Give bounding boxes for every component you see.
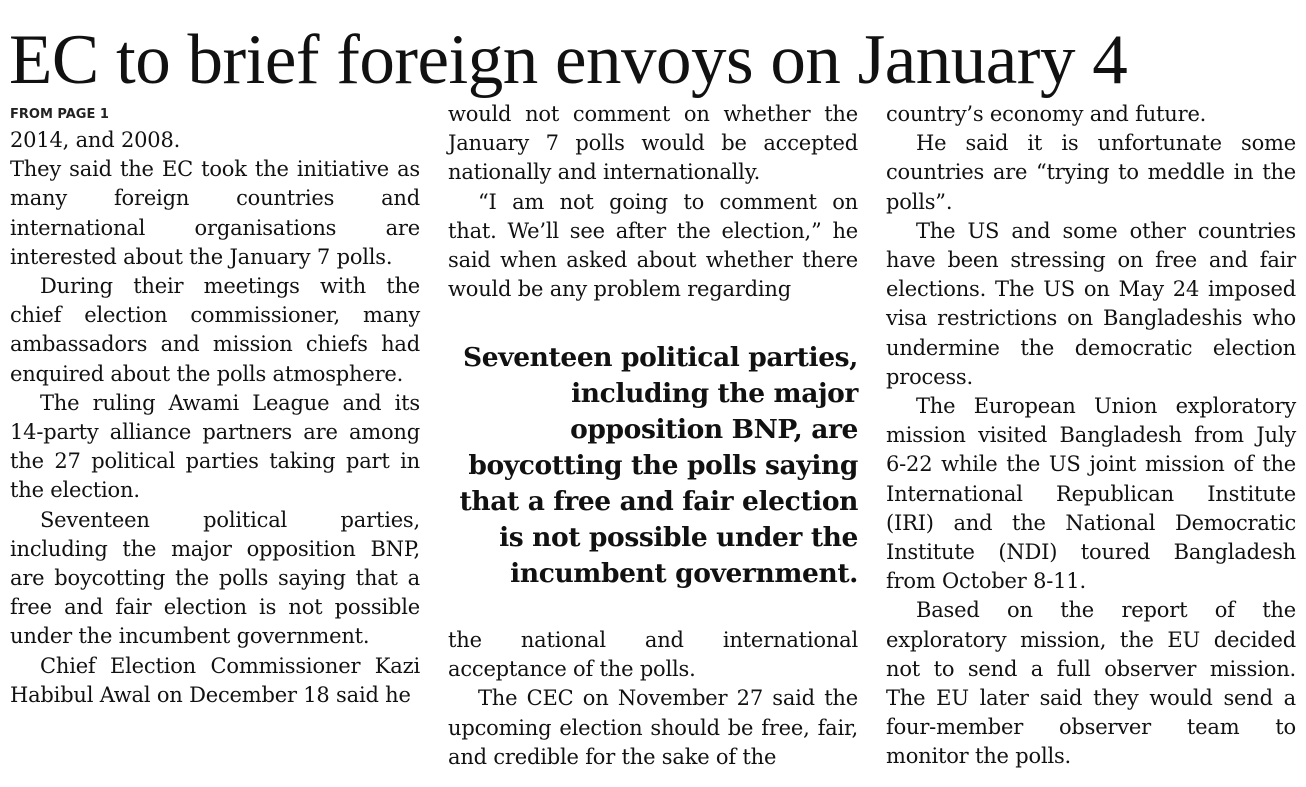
column-3-body [886, 100, 1296, 772]
article-column-2 [448, 100, 858, 304]
paragraph: 2014, and 2008. [10, 128, 181, 152]
paragraph: Seventeen political parties, including the major opposition BNP, are boycotting the polls saying that a free and fair election is not possible under the incumbent government. [10, 507, 420, 649]
column-1-body [10, 126, 420, 710]
continuation-kicker: FROM PAGE 1 [10, 107, 109, 122]
column-2-top-body [448, 100, 858, 304]
paragraph: Chief Election Commissioner Kazi Habibul Awal on December 18 said he [10, 653, 420, 707]
headline: EC to brief foreign envoys on January 4 [9, 21, 1128, 99]
paragraph: He said it is unfortunate some countries are “trying to meddle in the polls”. [886, 131, 1296, 214]
paragraph: country’s economy and future. [886, 102, 1207, 126]
article-column-2-continued [448, 626, 858, 772]
paragraph: The US and some other countries have been stressing on free and fair elections. The US on May 24 imposed visa restrictions on Bangladeshis who undermine the democratic election process. [886, 218, 1296, 389]
article-column-1 [10, 104, 420, 710]
column-2-bottom-body [448, 626, 858, 772]
paragraph: During their meetings with the chief election commissioner, many ambassadors and mission chiefs had enquired about the polls atmosphere. [10, 274, 420, 386]
paragraph: The ruling Awami League and its 14-party alliance partners are among the 27 political parties taking part in the election. [10, 390, 420, 503]
article-column-3 [886, 100, 1296, 772]
paragraph: The European Union exploratory mission visited Bangladesh from July 6-22 while the US joint mission of the International Republican Institute (IRI) and the National Democratic Institute (NDI) toured Bangladesh from October 8-11. [886, 394, 1296, 594]
pull-quote: Seventeen political parties, including the major opposition BNP, are boycotting the polls saying that a free and fair election is not possible under the incumbent government. [459, 342, 858, 589]
paragraph: Based on the report of the exploratory mission, the EU decided not to send a full observer mission. The EU later said they would send a four-member observer team to monitor the polls. [886, 598, 1296, 769]
paragraph: They said the EC took the initiative as many foreign countries and international organisations are interested about the January 7 polls. [10, 157, 420, 269]
paragraph: The CEC on November 27 said the upcoming election should be free, fair, and credible for the sake of the [448, 686, 858, 769]
paragraph: the national and international acceptance of the polls. [448, 628, 858, 682]
paragraph: “I am not going to comment on that. We’ll see after the election,” he said when asked about whether there would be any problem regarding [448, 189, 858, 302]
paragraph: would not comment on whether the January 7 polls would be accepted nationally and internationally. [448, 102, 858, 185]
